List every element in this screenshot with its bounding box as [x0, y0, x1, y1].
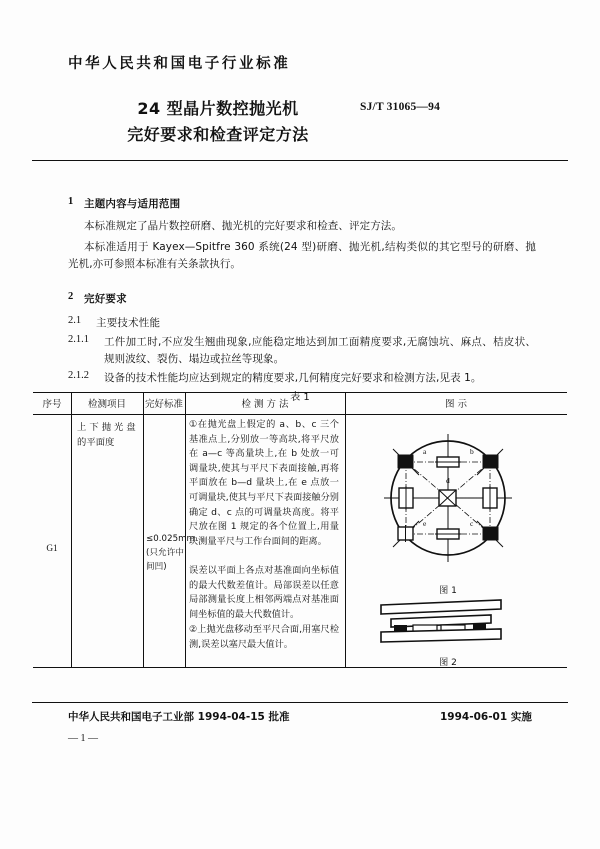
column-header-figure: 图 示 [444, 399, 468, 410]
footer-approval: 中华人民共和国电子工业部 1994-04-15 批准 [68, 711, 290, 723]
table-col-divider-2 [143, 392, 144, 667]
title-line-1: 24 型晶片数控抛光机 [137, 99, 299, 118]
section-1-paragraph-1: 本标准规定了晶片数控研磨、抛光机的完好要求和检查、评定方法。 [84, 220, 402, 232]
section-2-1-number: 2.1 [68, 315, 82, 326]
column-header-method: 检 测 方 法 [241, 399, 289, 410]
figure-2-caption: 图 2 [439, 658, 457, 668]
column-header-item: 检测项目 [87, 399, 126, 410]
footer-effective-date: 1994-06-01 实施 [440, 711, 532, 723]
row-standard-line-3: 间凹) [146, 562, 167, 572]
table-col-divider-4 [345, 392, 346, 667]
row-standard-line-1: ≤0.025mm [146, 534, 195, 544]
side-view-stack-diagram [373, 596, 523, 648]
point-label-d: d [446, 476, 450, 485]
requirements-table [33, 392, 567, 682]
point-label-c: c [470, 519, 474, 528]
circle-fixture-diagram [373, 426, 523, 576]
section-2-1-heading: 主要技术性能 [96, 317, 161, 329]
row-method-paragraph-1: ①在抛光盘上假定的 a、b、c 三个基准点上,分别放一等高块,将平尺放在 a—c 等高量块上,在 b 处放一可调量块,使其与平尺下表面接触,再将平面放在 b—d 量块上,在 e 点放一可调量块,使其与平尺下表面接触分别确定 d、c 点的可调量块高度。将平尺放在图 1 规定的各个位置上,用量块测量平尺与工作台面间的距离。 [189, 419, 339, 547]
section-2-heading: 完好要求 [84, 293, 127, 305]
column-header-standard: 完好标准 [144, 399, 183, 410]
standard-organization-heading: 中华人民共和国电子行业标准 [68, 56, 291, 72]
section-2-1-1-number: 2.1.1 [68, 334, 89, 345]
section-2-number: 2 [68, 291, 74, 302]
header-divider-rule [32, 160, 568, 161]
table-top-border [33, 392, 567, 393]
section-1-paragraph-2: 本标准适用于 Kayex—Spitfre 360 系统(24 型)研磨、抛光机,结构类似的其它型号的研磨、抛光机,亦可参照本标准有关条款执行。 [68, 241, 536, 270]
section-1-number: 1 [68, 196, 74, 207]
column-header-seq: 序号 [42, 399, 62, 410]
document-title [68, 96, 368, 148]
table-header-border [33, 414, 567, 415]
figure-1-caption: 图 1 [439, 586, 457, 596]
section-2-1-2-number: 2.1.2 [68, 370, 89, 381]
point-label-e: e [423, 519, 427, 528]
section-2-1-1-text: 工件加工时,不应发生翘曲现象,应能稳定地达到加工面精度要求,无腐蚀坑、麻点、桔皮状、规则波纹、裂伤、塌边或拉丝等现象。 [104, 336, 536, 365]
standard-code: SJ/T 31065—94 [360, 101, 441, 113]
point-label-a: a [423, 447, 427, 456]
table-col-divider-3 [185, 392, 186, 667]
footer-divider-rule [32, 702, 568, 703]
row-item-value: 上 下 抛 光 盘 的平面度 [77, 422, 136, 449]
table-col-divider-1 [71, 392, 72, 667]
page-number: — 1 — [68, 733, 98, 744]
title-line-2: 完好要求和检查评定方法 [127, 125, 309, 144]
section-2-1-2-text: 设备的技术性能均应达到规定的精度要求,几何精度完好要求和检测方法,见表 1。 [104, 372, 482, 384]
figure-1 [373, 426, 523, 596]
point-label-b: b [470, 447, 474, 456]
figure-2 [373, 596, 523, 668]
table-caption: 表 1 [290, 392, 310, 403]
row-method-paragraph-3: ②上抛光盘移动至平尺合面,用塞尺检测,误差以塞尺最大值计。 [189, 624, 339, 650]
row-standard-line-2: (只允许中 [146, 548, 184, 558]
row-method-paragraph-2: 误差以平面上各点对基准面向坐标值的最大代数差值计。局部误差以任意局部测量长度上相邻两端点对基准面间坐标值的最大代数值计。 [189, 565, 339, 620]
section-1-heading: 主题内容与适用范围 [84, 198, 181, 210]
row-seq-value: G1 [46, 544, 58, 554]
